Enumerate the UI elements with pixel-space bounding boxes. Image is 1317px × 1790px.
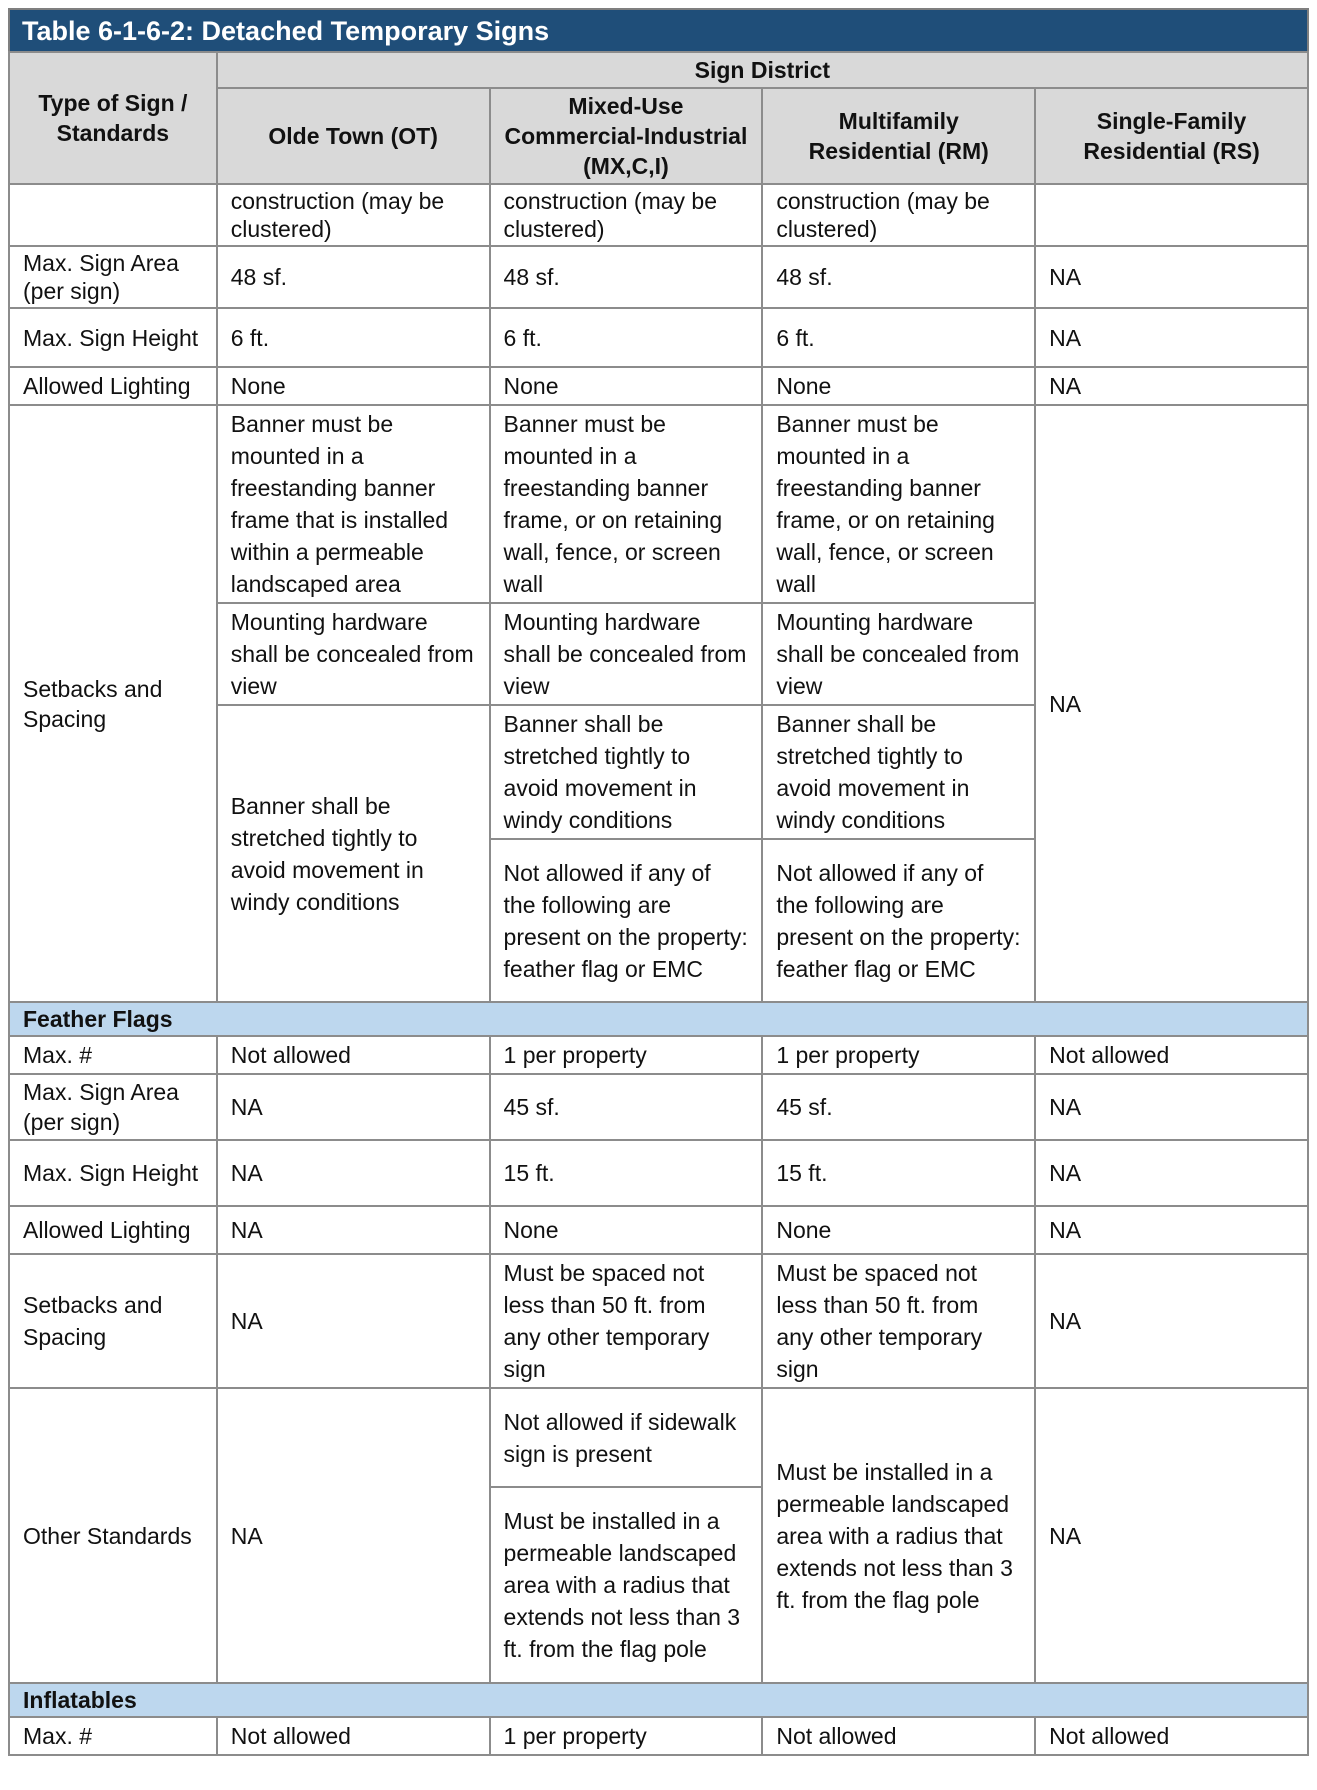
table-cell: NA: [1035, 308, 1308, 367]
table-cell: Must be installed in a permeable landscaped area with a radius that extends not less than 3 ft. from the flag pole: [762, 1388, 1035, 1683]
table-cell: Mounting hardware shall be concealed from view: [490, 603, 763, 705]
table-row: [9, 184, 1308, 246]
row-label: Max. Sign Height: [9, 308, 217, 367]
table-row: [9, 1074, 1308, 1140]
table-cell: Banner shall be stretched tightly to avoid movement in windy conditions: [762, 705, 1035, 839]
section-title: Inflatables: [9, 1683, 1308, 1717]
table-row: [9, 246, 1308, 308]
table-cell: Not allowed: [217, 1036, 490, 1074]
row-label: Allowed Lighting: [9, 367, 217, 405]
table-frame: [8, 8, 1309, 1782]
table-cell: NA: [217, 1388, 490, 1683]
sign-district-header: Sign District: [217, 52, 1308, 88]
table-row: [9, 1206, 1308, 1254]
table-cell: Not allowed if any of the following are present on the property: feather flag or EMC: [762, 839, 1035, 1002]
table-cell: Must be installed in a permeable landscaped area with a radius that extends not less than 3 ft. from the flag pole: [490, 1487, 763, 1683]
table-cell: construction (may be clustered): [217, 184, 490, 246]
table-cell: Mounting hardware shall be concealed from view: [217, 603, 490, 705]
table-cell: construction (may be clustered): [490, 184, 763, 246]
table-row: [9, 1388, 1308, 1487]
row-label: [9, 184, 217, 246]
row-label: Max. #: [9, 1717, 217, 1755]
table-cell: Banner shall be stretched tightly to avoid movement in windy conditions: [490, 705, 763, 839]
table-cell: 15 ft.: [762, 1140, 1035, 1206]
table-cell: Not allowed if sidewalk sign is present: [490, 1388, 763, 1487]
table-cell: 48 sf.: [490, 246, 763, 308]
table-cell: 6 ft.: [490, 308, 763, 367]
table-cell: None: [490, 1206, 763, 1254]
table-cell: NA: [1035, 1140, 1308, 1206]
table-row: [9, 1140, 1308, 1206]
table-row: [9, 367, 1308, 405]
table-cell: Not allowed: [1035, 1036, 1308, 1074]
table-cell: 1 per property: [762, 1036, 1035, 1074]
table-cell: NA: [1035, 1388, 1308, 1683]
table-cell: Not allowed: [762, 1717, 1035, 1755]
table-cell: NA: [1035, 1206, 1308, 1254]
table-cell: None: [490, 367, 763, 405]
table-cell: Banner must be mounted in a freestanding banner frame, or on retaining wall, fence, or screen wall: [762, 405, 1035, 603]
table-cell: Not allowed: [1035, 1717, 1308, 1755]
table-cell: None: [762, 1206, 1035, 1254]
table-cell: Not allowed if any of the following are present on the property: feather flag or EMC: [490, 839, 763, 1002]
row-label: Allowed Lighting: [9, 1206, 217, 1254]
table-row: [9, 1717, 1308, 1755]
table-cell: 45 sf.: [762, 1074, 1035, 1140]
col-header-mx: Mixed-Use Commercial-Industrial (MX,C,I): [490, 88, 763, 184]
table-cell: NA: [1035, 246, 1308, 308]
row-label: Max. Sign Area (per sign): [9, 1074, 217, 1140]
section-row-feather-flags: [9, 1002, 1308, 1036]
col-header-ot: Olde Town (OT): [217, 88, 490, 184]
table-cell: 6 ft.: [762, 308, 1035, 367]
table-row: [9, 405, 1308, 603]
col-header-rs: Single-Family Residential (RS): [1035, 88, 1308, 184]
section-title: Feather Flags: [9, 1002, 1308, 1036]
table-cell: 48 sf.: [217, 246, 490, 308]
table-cell: NA: [217, 1074, 490, 1140]
table-cell: Mounting hardware shall be concealed from view: [762, 603, 1035, 705]
section-row-inflatables: [9, 1683, 1308, 1717]
table-cell: Banner must be mounted in a freestanding banner frame, or on retaining wall, fence, or screen wall: [490, 405, 763, 603]
table-cell: None: [217, 367, 490, 405]
row-label: Max. Sign Height: [9, 1140, 217, 1206]
table-cell: Must be spaced not less than 50 ft. from any other temporary sign: [490, 1254, 763, 1388]
signs-table: [8, 51, 1309, 1756]
table-cell: NA: [217, 1206, 490, 1254]
table-cell: NA: [217, 1254, 490, 1388]
table-cell: 1 per property: [490, 1717, 763, 1755]
table-cell: Banner shall be stretched tightly to avoid movement in windy conditions: [217, 705, 490, 1002]
table-cell: NA: [1035, 1254, 1308, 1388]
table-row: [9, 1036, 1308, 1074]
table-cell: NA: [1035, 367, 1308, 405]
row-label: Max. Sign Area (per sign): [9, 246, 217, 308]
table-cell: NA: [1035, 1074, 1308, 1140]
table-cell: [1035, 184, 1308, 246]
table-cell: None: [762, 367, 1035, 405]
header-row: [9, 52, 1308, 88]
table-cell: Not allowed: [217, 1717, 490, 1755]
table-title: Table 6-1-6-2: Detached Temporary Signs: [8, 8, 1309, 51]
table-cell: 1 per property: [490, 1036, 763, 1074]
row-label: Setbacks and Spacing: [9, 1254, 217, 1388]
table-row: [9, 308, 1308, 367]
table-cell: 15 ft.: [490, 1140, 763, 1206]
table-row: [9, 1254, 1308, 1388]
table-cell: NA: [217, 1140, 490, 1206]
table-cell: construction (may be clustered): [762, 184, 1035, 246]
row-label: Max. #: [9, 1036, 217, 1074]
table-cell: 6 ft.: [217, 308, 490, 367]
table-cell: 48 sf.: [762, 246, 1035, 308]
col-header-rm: Multifamily Residential (RM): [762, 88, 1035, 184]
table-cell: 45 sf.: [490, 1074, 763, 1140]
table-cell: Must be spaced not less than 50 ft. from any other temporary sign: [762, 1254, 1035, 1388]
row-label: Setbacks and Spacing: [9, 405, 217, 1002]
table-cell: NA: [1035, 405, 1308, 1002]
row-label-header: Type of Sign / Standards: [9, 52, 217, 184]
row-label: Other Standards: [9, 1388, 217, 1683]
table-cell: Banner must be mounted in a freestanding banner frame that is installed within a permeable landscaped area: [217, 405, 490, 603]
